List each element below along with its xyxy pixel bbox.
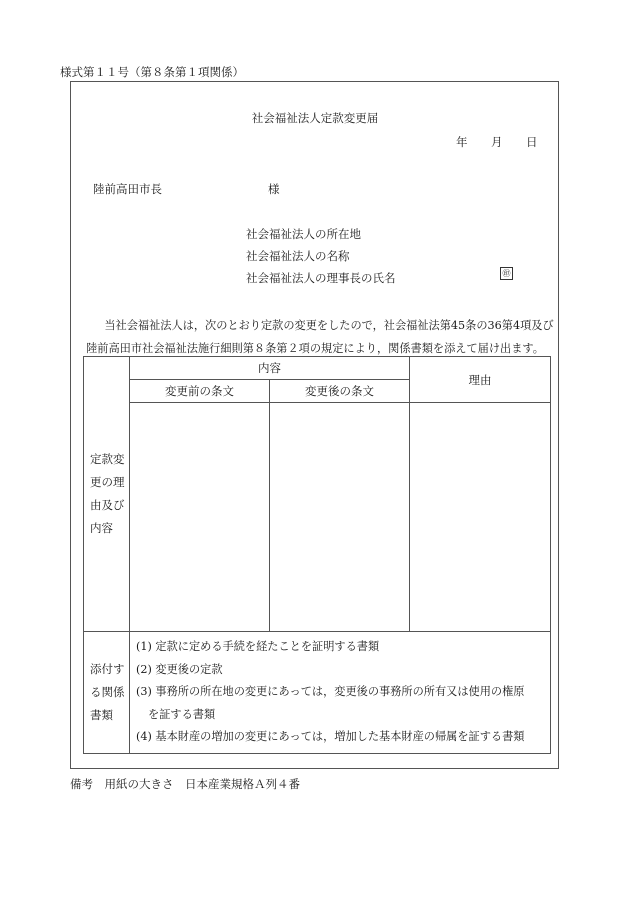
attachment-item	[136, 659, 544, 682]
body-text-line1: 当社会福祉法人は，次のとおり定款の変更をしたので，社会福祉法第45条の36第4項及び	[104, 319, 554, 332]
attachment-item	[136, 636, 544, 659]
attachment-text: (3) 事務所の所在地の変更にあっては，変更後の事務所の所有又は使用の権原	[136, 685, 525, 698]
attach-row-label-line: る関係	[90, 684, 125, 699]
attach-row-label-line: 添付す	[90, 661, 125, 676]
attach-row-label-line: 書類	[90, 707, 113, 722]
body-text-line2: 陸前高田市社会福祉法施行細則第８条第２項の規定により，関係書類を添えて届け出ます。	[86, 342, 544, 355]
after-text-cell[interactable]	[270, 403, 410, 632]
header-content: 内容	[130, 357, 410, 380]
attachment-text: (2) 変更後の定款	[136, 662, 223, 676]
applicant-address-label: 社会福祉法人の所在地	[246, 227, 361, 241]
attach-row-label	[84, 632, 130, 754]
attachment-text-continued: を証する書類	[148, 707, 216, 721]
applicant-name-label: 社会福祉法人の名称	[246, 249, 350, 263]
header-before: 変更前の条文	[130, 380, 270, 403]
date-day-label: 日	[526, 135, 538, 149]
attachment-text: (1) 定款に定める手続を経たことを証明する書類	[136, 640, 380, 653]
addressee-name: 陸前高田市長	[93, 182, 162, 196]
attachment-text: (4) 基本財産の増加の変更にあっては，増加した基本財産の帰属を証する書類	[136, 730, 525, 743]
form-number: 様式第１１号（第８条第１項関係）	[60, 65, 244, 79]
change-table	[83, 356, 551, 754]
remarks: 備考 用紙の大きさ 日本産業規格Ａ列４番	[70, 777, 300, 791]
addressee-honorific: 様	[268, 182, 280, 196]
seal-icon: ㊞	[500, 267, 513, 280]
reason-cell[interactable]	[410, 403, 551, 632]
header-after: 変更後の条文	[270, 380, 410, 403]
attachments-list	[130, 632, 551, 754]
change-row-label	[84, 357, 130, 632]
date-month-label: 月	[491, 135, 503, 149]
form-title: 社会福祉法人定款変更届	[251, 111, 379, 125]
header-reason: 理由	[410, 357, 551, 403]
change-row-label-line: 更の理	[90, 475, 125, 489]
applicant-representative-label: 社会福祉法人の理事長の氏名	[246, 271, 396, 285]
attachment-item	[136, 726, 544, 749]
change-row-label-line: 由及び	[90, 498, 125, 512]
change-row-label-line: 定款変	[90, 452, 125, 466]
attachment-item	[136, 681, 544, 726]
change-row-label-line: 内容	[90, 521, 113, 535]
before-text-cell[interactable]	[130, 403, 270, 632]
date-year-label: 年	[456, 135, 468, 149]
